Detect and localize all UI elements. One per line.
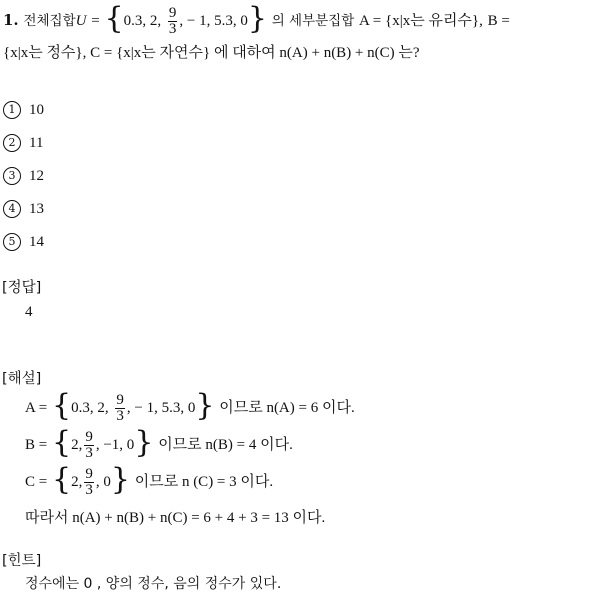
right-brace: } — [247, 1, 267, 36]
question-number: 1. — [3, 11, 19, 29]
fraction — [168, 6, 178, 37]
expl-c-lead: 2, — [71, 474, 83, 490]
option-mark-1: 1 — [3, 101, 21, 119]
expl-a-lead: 0.3, 2, — [71, 400, 109, 416]
option-value-5: 14 — [29, 234, 44, 250]
expl-a-right-brace: } — [195, 388, 215, 423]
expl-b-tail: , −1, 0 — [95, 437, 135, 453]
expl-b-denominator: 3 — [85, 444, 93, 461]
option-mark-5: 5 — [3, 233, 21, 251]
universal-set-label: U — [75, 13, 87, 29]
set-a-definition: A = {x|x는 유리수}, — [359, 13, 483, 29]
option-value-4: 13 — [29, 201, 44, 217]
expl-b-left-brace: { — [52, 425, 72, 460]
question-line-2: {x|x는 정수}, C = {x|x는 자연수} 에 대하여 n(A) + n(B) + n(C) 는? — [3, 45, 420, 61]
expl-b-numerator: 9 — [85, 428, 93, 445]
expl-c-left-brace: { — [52, 462, 72, 497]
explanation-line-c — [25, 462, 273, 500]
option-1[interactable] — [3, 98, 44, 121]
hint-heading: [힌트] — [2, 553, 42, 569]
expl-c-fraction — [84, 467, 94, 498]
expl-a-fraction — [115, 393, 125, 424]
expl-c-rhs: 이므로 n (C) = 3 이다. — [134, 474, 274, 490]
expl-a-tail: , − 1, 5.3, 0 — [126, 400, 196, 416]
question-subset-text: 의 세부분집합 — [271, 13, 355, 29]
option-4[interactable] — [3, 197, 44, 220]
option-mark-3: 3 — [3, 167, 21, 185]
expl-c-right-brace: } — [110, 462, 130, 497]
expl-c-tail: , 0 — [95, 474, 111, 490]
question-line-1 — [3, 2, 510, 38]
expl-a-left-brace: { — [52, 388, 72, 423]
expl-b-lead: 2, — [71, 437, 83, 453]
explanation-line-b — [25, 425, 293, 463]
fraction-denominator: 3 — [168, 20, 177, 37]
equals-sign: = — [91, 13, 100, 29]
set-tail: , − 1, 5.3, 0 — [179, 13, 248, 29]
expl-a-numerator: 9 — [116, 391, 124, 408]
explanation-heading: [해설] — [2, 371, 42, 387]
fraction-numerator: 9 — [168, 4, 177, 21]
expl-a-lhs: A = — [25, 400, 48, 416]
expl-c-numerator: 9 — [85, 465, 93, 482]
expl-c-denominator: 3 — [85, 481, 93, 498]
expl-b-rhs: 이므로 n(B) = 4 이다. — [158, 437, 293, 453]
answer-heading: [정답] — [2, 280, 42, 296]
left-brace: { — [104, 1, 124, 36]
explanation-line-a — [25, 388, 355, 426]
expl-a-denominator: 3 — [116, 407, 124, 424]
option-mark-4: 4 — [3, 200, 21, 218]
expl-b-right-brace: } — [134, 425, 154, 460]
set-lead: 0.3, 2, — [123, 13, 162, 29]
option-value-2: 11 — [29, 135, 44, 151]
answer-value: 4 — [25, 304, 33, 320]
expl-a-rhs: 이므로 n(A) = 6 이다. — [219, 400, 355, 416]
option-value-3: 12 — [29, 168, 44, 184]
option-5[interactable] — [3, 230, 44, 253]
expl-c-lhs: C = — [25, 474, 48, 490]
hint-text: 정수에는 0 , 양의 정수, 음의 정수가 있다. — [25, 576, 282, 592]
explanation-sum: 따라서 n(A) + n(B) + n(C) = 6 + 4 + 3 = 13 이다. — [25, 510, 326, 526]
option-2[interactable] — [3, 131, 43, 154]
option-value-1: 10 — [29, 102, 44, 118]
set-b-start: B = — [487, 13, 510, 29]
expl-b-lhs: B = — [25, 437, 48, 453]
option-3[interactable] — [3, 164, 44, 187]
question-prefix: 전체집합 — [23, 13, 76, 29]
expl-b-fraction — [84, 430, 94, 461]
option-mark-2: 2 — [3, 134, 21, 152]
